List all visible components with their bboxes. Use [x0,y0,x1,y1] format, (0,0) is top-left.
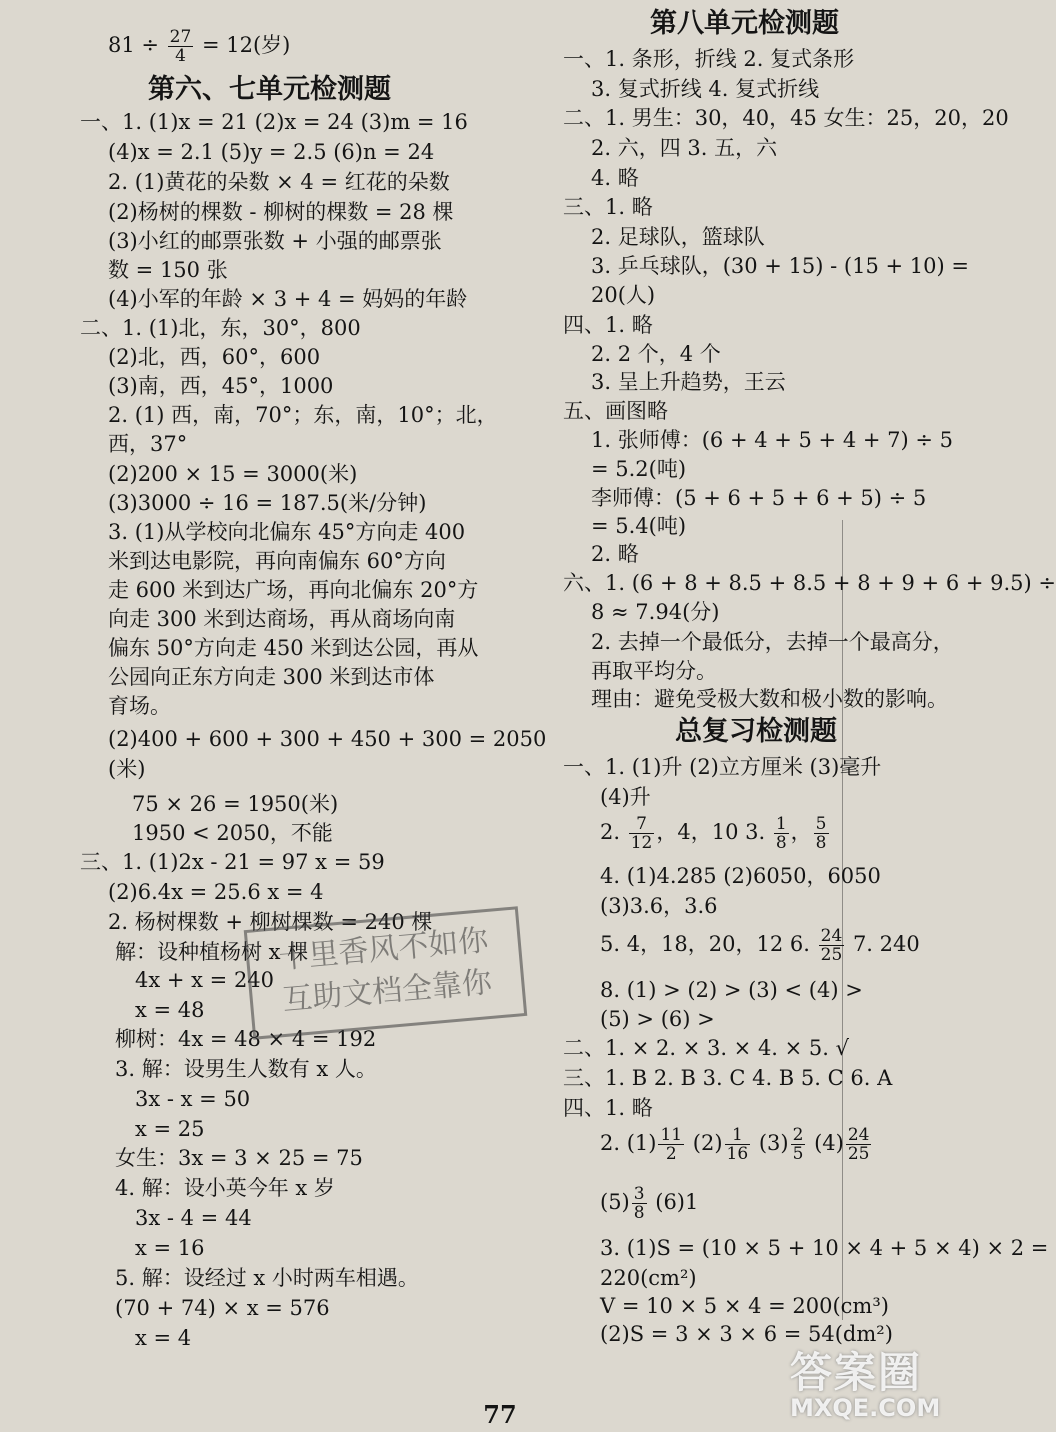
denominator: 25 [847,1144,870,1164]
answer-line [115,1266,419,1290]
answer-line [591,136,777,160]
answer-line [108,258,228,282]
text-segment: 5. 解：设经过 x 小时两车相遇。 [115,1266,419,1290]
numerator: 1 [775,814,787,834]
text-segment: = 5.4(吨) [591,514,687,538]
fraction [168,28,194,65]
answer-line [563,1096,653,1120]
text-segment: 8 ≈ 7.94(分) [591,600,720,624]
text-segment: 3x - 4 = 44 [135,1206,252,1230]
answer-line [591,254,969,278]
denominator: 2 [665,1144,677,1164]
answer-line [600,1236,1048,1260]
fraction [725,1126,751,1163]
answer-line [563,106,1009,130]
answer-line [600,1185,698,1222]
text-segment: (4)小军的年龄 × 3 + 4 = 妈妈的年龄 [108,287,468,311]
text-segment: (2) [686,1131,723,1155]
answer-line [80,110,468,134]
answer-line [108,345,320,369]
text-segment: 总复习检测题 [675,716,837,747]
text-segment: 4x + x = 240 [135,968,275,992]
answer-line [600,1007,715,1031]
text-segment: 4. 略 [591,166,639,190]
text-segment: (2)杨树的棵数 - 柳树的棵数 = 28 棵 [108,200,454,224]
text-segment: = 5.2(吨) [591,457,687,481]
answer-line [115,1176,335,1200]
text-segment: ，4，10 3. [656,820,772,844]
answer-line [108,578,478,602]
text-segment: 4. (1)4.285 (2)6050，6050 [600,864,881,888]
fraction [629,815,655,852]
text-segment: (3)南，西，45°，1000 [108,374,334,398]
text-segment: 解：设种植杨树 x 棵 [115,940,309,964]
answer-line [600,894,718,918]
text-segment: 偏东 50°方向走 450 米到达公园，再从 [108,636,479,660]
denominator: 5 [792,1144,804,1164]
answer-line [132,792,338,816]
answer-line [108,880,324,904]
text-segment: 李师傅：(5 + 6 + 5 + 6 + 5) ÷ 5 [591,486,927,510]
answer-line [108,229,442,253]
answer-line [115,1146,363,1170]
text-segment: 3. 解：设男生人数有 x 人。 [115,1057,377,1081]
text-segment: (2)北，西，60°，600 [108,345,321,369]
text-segment: 3. 乒乓球队，(30 + 15) - (15 + 10) = [591,254,969,278]
text-segment: 3. 呈上升趋势，王云 [591,370,786,394]
answer-line [108,462,357,486]
text-segment: 育场。 [108,694,171,718]
text-segment: (5) > (6) > [600,1007,715,1031]
text-segment: 81 ÷ [108,33,166,57]
text-segment: (3)小红的邮票张数 + 小强的邮票张 [108,229,442,253]
text-segment: 一、1. (1)升 (2)立方厘米 (3)毫升 [563,755,882,779]
numerator: 24 [820,926,843,946]
stamp-line-1: 十里香风不如你 [277,923,490,977]
text-segment: 一、1. (1)x = 21 (2)x = 24 (3)m = 16 [80,110,468,134]
text-segment: 走 600 米到达广场，再向北偏东 20°方 [108,578,479,602]
answer-line [108,694,171,718]
section-title [148,74,391,106]
text-segment: 20(人) [591,283,656,307]
answer-line [600,978,863,1002]
watermark-logo-text: 答案圈 [790,1348,923,1397]
text-segment: 8. (1) > (2) > (3) < (4) > [600,978,863,1002]
fraction [791,1126,806,1163]
text-segment: x = 4 [135,1326,192,1350]
answer-line [132,821,333,845]
answer-line [108,520,465,544]
answer-line [600,864,881,888]
text-segment: 2. [600,820,627,844]
text-segment: 五、画图略 [563,399,668,423]
denominator: 4 [175,46,186,66]
text-segment: 75 × 26 = 1950(米) [132,792,339,816]
text-segment: x = 16 [135,1236,205,1260]
text-segment: (2)S = 3 × 3 × 6 = 54(dm²) [600,1322,893,1346]
text-segment: V = 10 × 5 × 4 = 200(cm³) [600,1294,889,1318]
denominator: 16 [726,1144,749,1164]
answer-line [108,757,145,781]
section-title [650,8,839,40]
text-segment: 5. 4，18，20，12 6. [600,932,817,956]
fraction [774,815,789,852]
answer-line [108,287,467,311]
site-watermark [790,1340,940,1422]
text-segment: 数 = 150 张 [108,258,228,282]
text-segment: 1. 张师傅：(6 + 4 + 5 + 4 + 7) ÷ 5 [591,428,953,452]
answer-line [591,225,765,249]
answer-line [600,1294,889,1318]
answer-line [591,514,686,538]
answer-line [108,727,546,751]
text-segment: 三、1. 略 [563,195,653,219]
fraction [632,1185,647,1222]
text-segment: 西，37° [108,432,188,456]
text-segment: (2)6.4x = 25.6 x = 4 [108,880,324,904]
section-title [675,716,837,748]
numerator: 7 [629,815,655,834]
text-segment: 2. (1) 西，南，70°；东，南，10°；北， [108,403,498,427]
answer-line [591,542,639,566]
answer-line [108,170,450,194]
text-segment: (4)x = 2.1 (5)y = 2.5 (6)n = 24 [108,140,435,164]
text-segment: 四、1. 略 [563,313,653,337]
text-segment: 女生：3x = 3 × 25 = 75 [115,1146,363,1170]
text-segment: (2)200 × 15 = 3000(米) [108,462,358,486]
numerator: 1 [725,1126,751,1145]
text-segment: = 12(岁) [195,33,291,57]
column-divider [842,520,843,1320]
fraction [814,815,829,852]
answer-line [591,687,948,711]
numerator: 3 [633,1184,645,1204]
answer-line [591,166,639,190]
answer-line [135,1326,191,1350]
text-segment: (2)400 + 600 + 300 + 450 + 300 = 2050 [108,727,547,751]
text-segment: 2. 足球队，篮球队 [591,225,765,249]
text-segment: 向走 300 米到达商场，再从商场向南 [108,607,456,631]
text-segment: (6)1 [648,1190,699,1214]
numerator: 11 [660,1125,683,1145]
text-segment: 2. (1)黄花的朵数 × 4 = 红花的朵数 [108,170,450,194]
text-segment: (5) [600,1190,630,1214]
answer-line [563,313,653,337]
text-segment: 3. 复式折线 4. 复式折线 [591,77,820,101]
answer-line [80,850,385,874]
text-segment: 第六、七单元检测题 [148,74,391,105]
answer-line [135,1236,205,1260]
answer-line [108,28,290,65]
text-segment: 二、1. × 2. × 3. × 4. × 5. √ [563,1036,850,1060]
page-number: 77 [483,1400,517,1429]
text-segment: (3)3000 ÷ 16 = 187.5(米/分钟) [108,491,427,515]
answer-line [600,927,920,964]
text-segment: 公园向正东方向走 300 米到达市体 [108,665,435,689]
text-segment: 3. (1)从学校向北偏东 45°方向走 400 [108,520,466,544]
answer-line [135,1087,250,1111]
text-segment: 理由：避免受极大数和极小数的影响。 [591,687,948,711]
answer-line [135,998,205,1022]
answer-line [600,815,831,852]
answer-line [108,491,426,515]
text-segment: 2. 略 [591,542,639,566]
numerator: 27 [169,27,192,47]
text-segment: 2. 杨树棵数 + 柳树棵数 = 240 棵 [108,910,433,934]
denominator: 8 [775,833,787,853]
numerator: 5 [815,814,827,834]
answer-line [108,636,478,660]
text-segment: 四、1. 略 [563,1096,653,1120]
text-segment: 2. 2 个，4 个 [591,342,721,366]
text-segment: x = 48 [135,998,205,1022]
text-segment: 3x - x = 50 [135,1087,251,1111]
answer-line [591,77,819,101]
text-segment: (米) [108,757,146,781]
text-segment: (4) [807,1131,844,1155]
answer-line [80,316,361,340]
text-segment: 三、1. B 2. B 3. C 4. B 5. C 6. A [563,1066,893,1090]
answer-line [600,785,651,809]
answer-line [135,1117,205,1141]
answer-line [563,47,854,71]
answer-line [108,200,454,224]
text-segment: 再取平均分。 [591,659,717,683]
numerator: 24 [847,1125,870,1145]
answer-line [108,549,446,573]
text-segment: 2. 去掉一个最低分，去掉一个最高分， [591,630,954,654]
denominator: 8 [815,833,827,853]
denominator: 8 [633,1203,645,1223]
answer-line [108,374,333,398]
numerator: 2 [792,1125,804,1145]
answer-line [135,1206,252,1230]
answer-line [591,486,926,510]
fraction [658,1126,684,1163]
answer-line [563,1036,849,1060]
answer-line [563,755,881,779]
answer-line [108,665,434,689]
text-segment: (3)3.6，3.6 [600,894,718,918]
text-segment: 三、1. (1)2x - 21 = 97 x = 59 [80,850,385,874]
text-segment: (3) [752,1131,789,1155]
text-segment: 4. 解：设小英今年 x 岁 [115,1176,335,1200]
answer-line [108,140,434,164]
text-segment: 7. 240 [846,932,920,956]
answer-line [591,659,717,683]
answer-line [563,571,1056,595]
text-segment: 2. (1) [600,1131,657,1155]
text-segment: 米到达电影院，再向南偏东 60°方向 [108,549,446,573]
answer-line [115,1296,330,1320]
answer-line [600,1126,873,1163]
text-segment: 六、1. (6 + 8 + 8.5 + 8.5 + 8 + 9 + 6 + 9.5) ÷ [563,571,1056,595]
fraction [846,1126,872,1163]
stamp-line-2: 互助文档全靠你 [280,964,494,1019]
answer-line [108,607,455,631]
answer-line [108,432,187,456]
text-segment: (70 + 74) × x = 576 [115,1296,330,1320]
answer-line [591,600,719,624]
answer-line [591,630,954,654]
text-segment: ， [790,820,812,844]
answer-line [600,1266,697,1290]
denominator: 25 [820,945,843,965]
answer-line [563,399,668,423]
text-segment: 3. (1)S = (10 × 5 + 10 × 4 + 5 × 4) × 2 = [600,1236,1049,1260]
answer-line [591,283,655,307]
denominator: 12 [630,833,653,853]
text-segment: 二、1. 男生：30，40，45 女生：25，20，20 [563,106,1009,130]
text-segment: x = 25 [135,1117,205,1141]
answer-line [108,403,498,427]
answer-line [591,342,721,366]
answer-line [563,195,653,219]
text-segment: 220(cm²) [600,1266,697,1290]
answer-line [591,428,953,452]
answer-line [591,457,686,481]
fraction [819,927,845,964]
answer-line [115,1057,377,1081]
text-segment: 2. 六，四 3. 五，六 [591,136,778,160]
answer-line [591,370,786,394]
text-segment: 柳树：4x = 48 × 4 = 192 [115,1027,377,1051]
stamp-watermark [244,906,528,1040]
watermark-url: MXQE.COM [790,1394,941,1422]
text-segment: 二、1. (1)北，东，30°，800 [80,316,361,340]
text-segment: 第八单元检测题 [650,8,839,39]
text-segment: (4)升 [600,785,651,809]
text-segment: 一、1. 条形，折线 2. 复式条形 [563,47,855,71]
text-segment: 1950 < 2050，不能 [132,821,333,845]
